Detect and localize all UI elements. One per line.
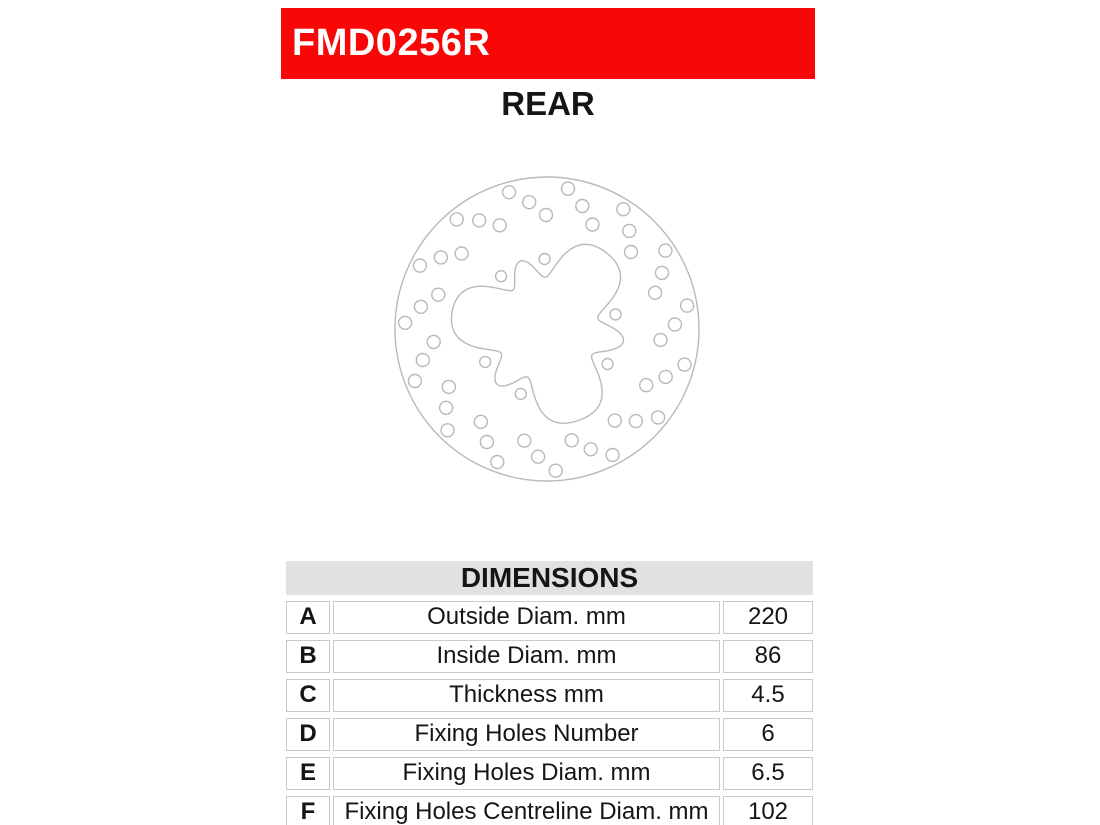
drill-hole: [659, 370, 672, 383]
drill-hole: [440, 401, 453, 414]
drill-hole: [649, 286, 662, 299]
row-value-cell: 6.5: [723, 757, 813, 790]
drill-hole: [565, 434, 578, 447]
drill-hole: [442, 380, 455, 393]
part-number-banner: [281, 8, 815, 79]
drill-hole: [606, 449, 619, 462]
row-label-cell: Fixing Holes Diam. mm: [333, 757, 720, 790]
drill-hole: [656, 266, 669, 279]
row-key-cell: E: [286, 757, 330, 790]
drill-hole: [640, 379, 653, 392]
drill-hole: [416, 354, 429, 367]
drill-hole: [681, 299, 694, 312]
fixing-hole: [515, 388, 526, 399]
drill-hole: [491, 456, 504, 469]
drill-hole: [413, 259, 426, 272]
drill-hole: [608, 414, 621, 427]
row-label-cell: Inside Diam. mm: [333, 640, 720, 673]
dimensions-table-title: DIMENSIONS: [286, 561, 813, 595]
drill-hole: [668, 318, 681, 331]
drill-hole: [678, 358, 691, 371]
drill-hole: [474, 415, 487, 428]
drill-hole: [576, 200, 589, 213]
drill-hole: [562, 182, 575, 195]
row-value-cell: 4.5: [723, 679, 813, 712]
row-key-cell: D: [286, 718, 330, 751]
fixing-hole: [496, 271, 507, 282]
row-label-cell: Fixing Holes Number: [333, 718, 720, 751]
drill-hole: [625, 246, 638, 259]
drill-hole: [441, 424, 454, 437]
row-label-cell: Fixing Holes Centreline Diam. mm: [333, 796, 720, 825]
brake-disc-drawing: [392, 174, 702, 484]
drill-hole: [434, 251, 447, 264]
drill-hole: [427, 335, 440, 348]
drill-hole: [654, 333, 667, 346]
position-label: REAR: [501, 85, 595, 122]
table-row: [286, 640, 813, 673]
drill-hole: [652, 411, 665, 424]
fixing-hole: [539, 254, 550, 265]
table-row: [286, 601, 813, 634]
drill-hole: [432, 288, 445, 301]
row-value-cell: 6: [723, 718, 813, 751]
drill-hole: [659, 244, 672, 257]
table-row: [286, 757, 813, 790]
drill-hole: [586, 218, 599, 231]
row-label-cell: Thickness mm: [333, 679, 720, 712]
fixing-hole: [480, 356, 491, 367]
table-row: [286, 796, 813, 825]
drill-hole: [518, 434, 531, 447]
drill-hole: [584, 443, 597, 456]
dimensions-table-body: [286, 601, 813, 825]
drill-hole: [399, 316, 412, 329]
fixing-hole: [602, 359, 613, 370]
drill-hole: [532, 450, 545, 463]
row-label-cell: Outside Diam. mm: [333, 601, 720, 634]
row-key-cell: C: [286, 679, 330, 712]
drill-hole: [450, 213, 463, 226]
row-value-cell: 86: [723, 640, 813, 673]
drill-hole: [523, 196, 536, 209]
drill-hole: [629, 415, 642, 428]
drill-hole: [540, 209, 553, 222]
drill-hole: [473, 214, 486, 227]
row-value-cell: 220: [723, 601, 813, 634]
drill-hole: [493, 219, 506, 232]
part-number-label: FMD0256R: [292, 22, 491, 64]
table-header-row: [286, 561, 813, 595]
dimensions-table: [283, 555, 816, 825]
drill-hole: [480, 436, 493, 449]
drill-hole: [549, 464, 562, 477]
row-key-cell: B: [286, 640, 330, 673]
drill-hole: [408, 375, 421, 388]
drill-hole: [617, 203, 630, 216]
drill-hole: [414, 300, 427, 313]
table-row: [286, 679, 813, 712]
fixing-hole: [610, 309, 621, 320]
row-key-cell: A: [286, 601, 330, 634]
drill-hole: [455, 247, 468, 260]
row-value-cell: 102: [723, 796, 813, 825]
table-row: [286, 718, 813, 751]
drill-hole: [503, 186, 516, 199]
row-key-cell: F: [286, 796, 330, 825]
drill-hole: [623, 224, 636, 237]
